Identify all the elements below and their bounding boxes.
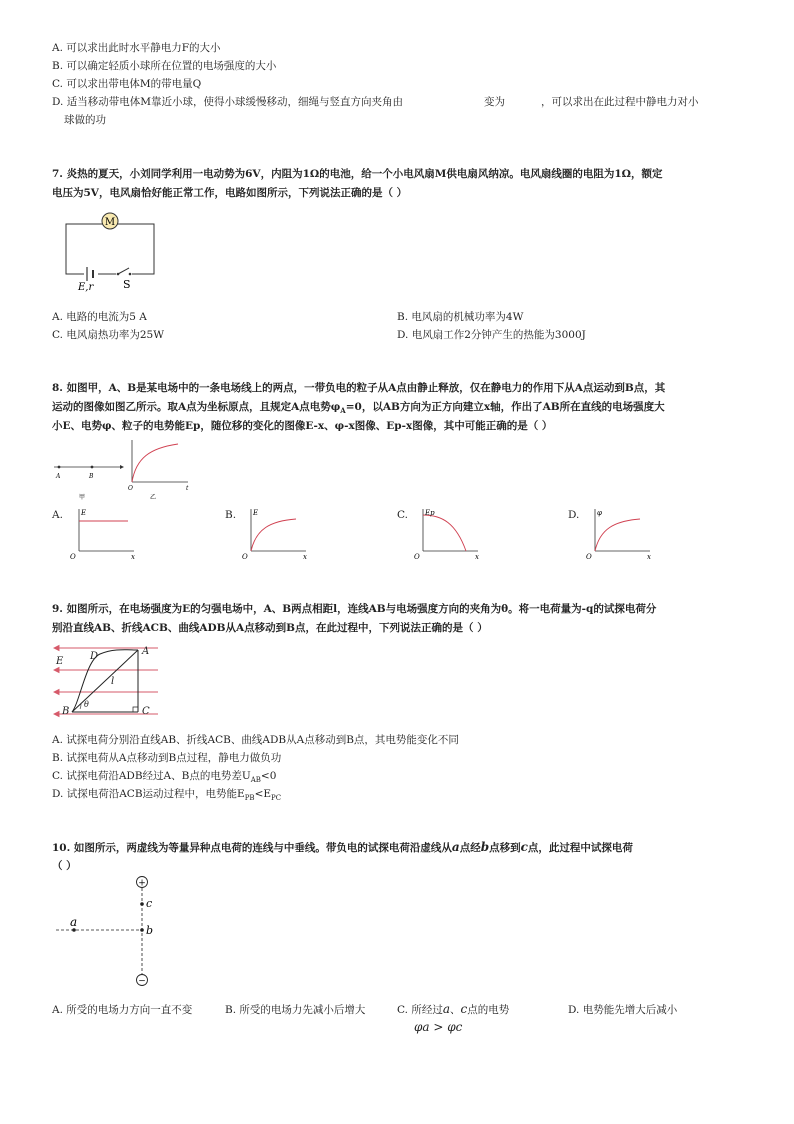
q8-fig-yi-label: 乙: [150, 494, 157, 501]
q6-option-d-part2: ，可以求出在此过程中静电力对小: [541, 96, 699, 108]
q10-option-c-sep: 、: [450, 1004, 461, 1016]
q6-option-d-mid: 变为: [484, 96, 505, 108]
q10-option-a: A. 所受的电场力方向一直不变: [52, 1004, 193, 1016]
q10-stem-a: a: [451, 840, 460, 854]
q10-stem-mid1: 点经: [459, 842, 481, 854]
q8-graph-d-x: x: [647, 553, 651, 561]
q8-fig-jia-label: 甲: [79, 494, 86, 501]
q9-option-b: B. 试探电荷从A点移动到B点过程，静电力做负功: [52, 752, 282, 764]
q10-fig-b-label: b: [146, 924, 154, 937]
q7-option-d: D. 电风扇工作2分钟产生的热能为3000J: [397, 329, 586, 341]
q10-option-c-text: C. 所经过: [397, 1004, 443, 1016]
q8-fig-a-label: A: [56, 473, 61, 480]
q8-graph-a-origin: O: [70, 553, 76, 561]
q9-option-c: [52, 768, 276, 784]
q8-graph-b-x: x: [303, 553, 307, 561]
q9-option-d: [52, 786, 281, 802]
q7-option-a: A. 电路的电流为5 A: [52, 311, 147, 323]
q7-option-b: B. 电风扇的机械功率为4W: [397, 311, 524, 323]
q6-option-a: A. 可以求出此时水平静电力F的大小: [52, 42, 221, 54]
q7-option-c: C. 电风扇热功率为25W: [52, 329, 164, 341]
q10-fig-c-label: c: [146, 897, 153, 910]
q6-option-d: [52, 94, 403, 109]
q8-fig-b-label: B: [89, 473, 94, 480]
q6-option-c: C. 可以求出带电体M的带电量Q: [52, 78, 202, 90]
q8-graph-b-origin: O: [242, 553, 248, 561]
q7-fig-battery-label: E,r: [78, 282, 94, 293]
q9-option-a: A. 试探电荷分别沿直线AB、折线ACB、曲线ADB从A点移动到B点，其电势能变化不同: [52, 734, 459, 746]
q9-stem-line2: 别沿直线AB、折线ACB、曲线ADB从A点移动到B点，在此过程中，下列说法正确的是（ ）: [52, 622, 488, 634]
q9-stem-line1: 9. 如图所示，在电场强度为E的匀强电场中，A、B两点相距l，连线AB与电场强度方向的夹角为θ。将一电荷量为-q的试探电荷分: [52, 603, 657, 615]
q9-fig-e-label: E: [56, 656, 64, 667]
q7-stem-line1: 7. 炎热的夏天，小刘同学利用一电动势为6V，内阻为1Ω的电池，给一个小电风扇M供电扇风纳凉。电风扇线圈的电阻为1Ω，额定: [52, 168, 663, 180]
q8-graph-a-ylabel: E: [81, 509, 87, 517]
q8-graph-a-x: x: [131, 553, 135, 561]
q9-option-d-text: D. 试探电荷沿ACB运动过程中，电势能E: [52, 788, 245, 800]
q10-stem-line1: [52, 840, 633, 855]
q7-fig-motor-label: M: [104, 217, 116, 228]
q10-option-c-c: c: [460, 1002, 468, 1016]
q8-graph-d-origin: O: [586, 553, 592, 561]
q10-option-c: [397, 1002, 509, 1017]
q10-charge-diagram: [56, 874, 166, 988]
q9-fig-l-label: l: [111, 676, 115, 687]
q10-stem-line2: （ ）: [52, 860, 77, 872]
q10-fig-plus: +: [138, 878, 146, 889]
q10-stem-end: 点，此过程中试探电荷: [527, 842, 633, 854]
q8-label-b: B.: [225, 509, 237, 521]
q9-option-c-end: <0: [260, 770, 277, 782]
q8-stem-line3: 小E、电势φ、粒子的电势能Ep，随位移的变化的图像E-x、φ-x图像、Ep-x图像，其中可能正确的是（ ）: [52, 420, 553, 432]
q6-option-b: B. 可以确定轻质小球所在位置的电场强度的大小: [52, 60, 277, 72]
q8-fig-yi-t: t: [186, 485, 189, 492]
q8-graph-b-ylabel: E: [253, 509, 259, 517]
q10-fig-minus: −: [138, 976, 146, 987]
q9-fig-b-label: B: [62, 706, 70, 717]
q8-stem-line2: [52, 399, 665, 415]
q8-label-a: A.: [52, 509, 63, 521]
q8-fig-jia: [54, 458, 124, 502]
q10-stem-b: b: [480, 840, 490, 854]
q8-label-c: C.: [397, 509, 408, 521]
q8-stem-line2-start: 运动的图像如图乙所示。取A点为坐标原点，且规定A点电势φ: [52, 401, 341, 413]
q10-stem-mid2: 点移到: [489, 842, 521, 854]
q8-graph-c-ylabel: Ep: [425, 509, 435, 517]
q6-option-d-part1: D. 适当移动带电体M靠近小球，使得小球缓慢移动，细绳与竖直方向夹角由: [52, 96, 403, 108]
q10-stem-start: 10. 如图所示，两虚线为等量异种点电荷的连线与中垂线。带负电的试探电荷沿虚线从: [52, 842, 452, 854]
q8-graph-d-ylabel: φ: [597, 509, 602, 517]
q8-stem-line1: 8. 如图甲，A、B是某电场中的一条电场线上的两点，一带负电的粒子从A点由静止释放，仅在静电力的作用下从A点运动到B点，其: [52, 382, 666, 394]
q9-option-d-sub2: PC: [271, 794, 282, 803]
q9-fig-c-label: C: [142, 706, 150, 717]
q9-option-d-mid: <E: [254, 788, 272, 800]
q10-option-c-end: 点的电势: [467, 1004, 510, 1016]
q8-fig-yi: [128, 440, 192, 502]
q10-option-c-a: a: [442, 1002, 450, 1016]
q8-graph-d: [586, 505, 656, 561]
q8-stem-sub: A: [340, 406, 346, 416]
q9-option-c-sub: AB: [250, 776, 261, 785]
q8-label-d: D.: [568, 509, 580, 521]
q9-fig-d-label: D: [90, 651, 99, 662]
q10-option-c-formula: φa > φc: [414, 1020, 463, 1034]
q8-fig-yi-origin: O: [128, 485, 133, 492]
q6-option-d-part3: 球做的功: [64, 114, 106, 126]
q8-graph-b: [242, 505, 312, 561]
q10-option-b: B. 所受的电场力先减小后增大: [225, 1004, 366, 1016]
q7-fig-switch-label: S: [123, 278, 131, 291]
q10-option-d: D. 电势能先增大后减小: [568, 1004, 678, 1016]
q8-graph-c: [414, 505, 484, 561]
q8-graph-a: [70, 505, 140, 561]
q9-fig-a-label: A: [142, 646, 150, 657]
q8-graph-c-origin: O: [414, 553, 420, 561]
q10-stem-c: c: [520, 840, 528, 854]
q9-option-c-text: C. 试探电荷沿ADB经过A、B点的电势差U: [52, 770, 251, 782]
q8-graph-c-x: x: [475, 553, 479, 561]
q8-stem-line2-end: =0，以AB方向为正方向建立x轴，作出了AB所在直线的电场强度大: [345, 401, 665, 413]
q9-field-diagram: [50, 640, 162, 724]
q7-circuit-diagram: [58, 208, 158, 293]
q7-stem-line2: 电压为5V，电风扇恰好能正常工作，电路如图所示，下列说法正确的是（ ）: [52, 187, 408, 199]
q9-option-d-sub1: PB: [244, 794, 255, 803]
q9-fig-theta-label: θ: [84, 700, 89, 709]
q10-fig-a-label: a: [70, 915, 78, 929]
